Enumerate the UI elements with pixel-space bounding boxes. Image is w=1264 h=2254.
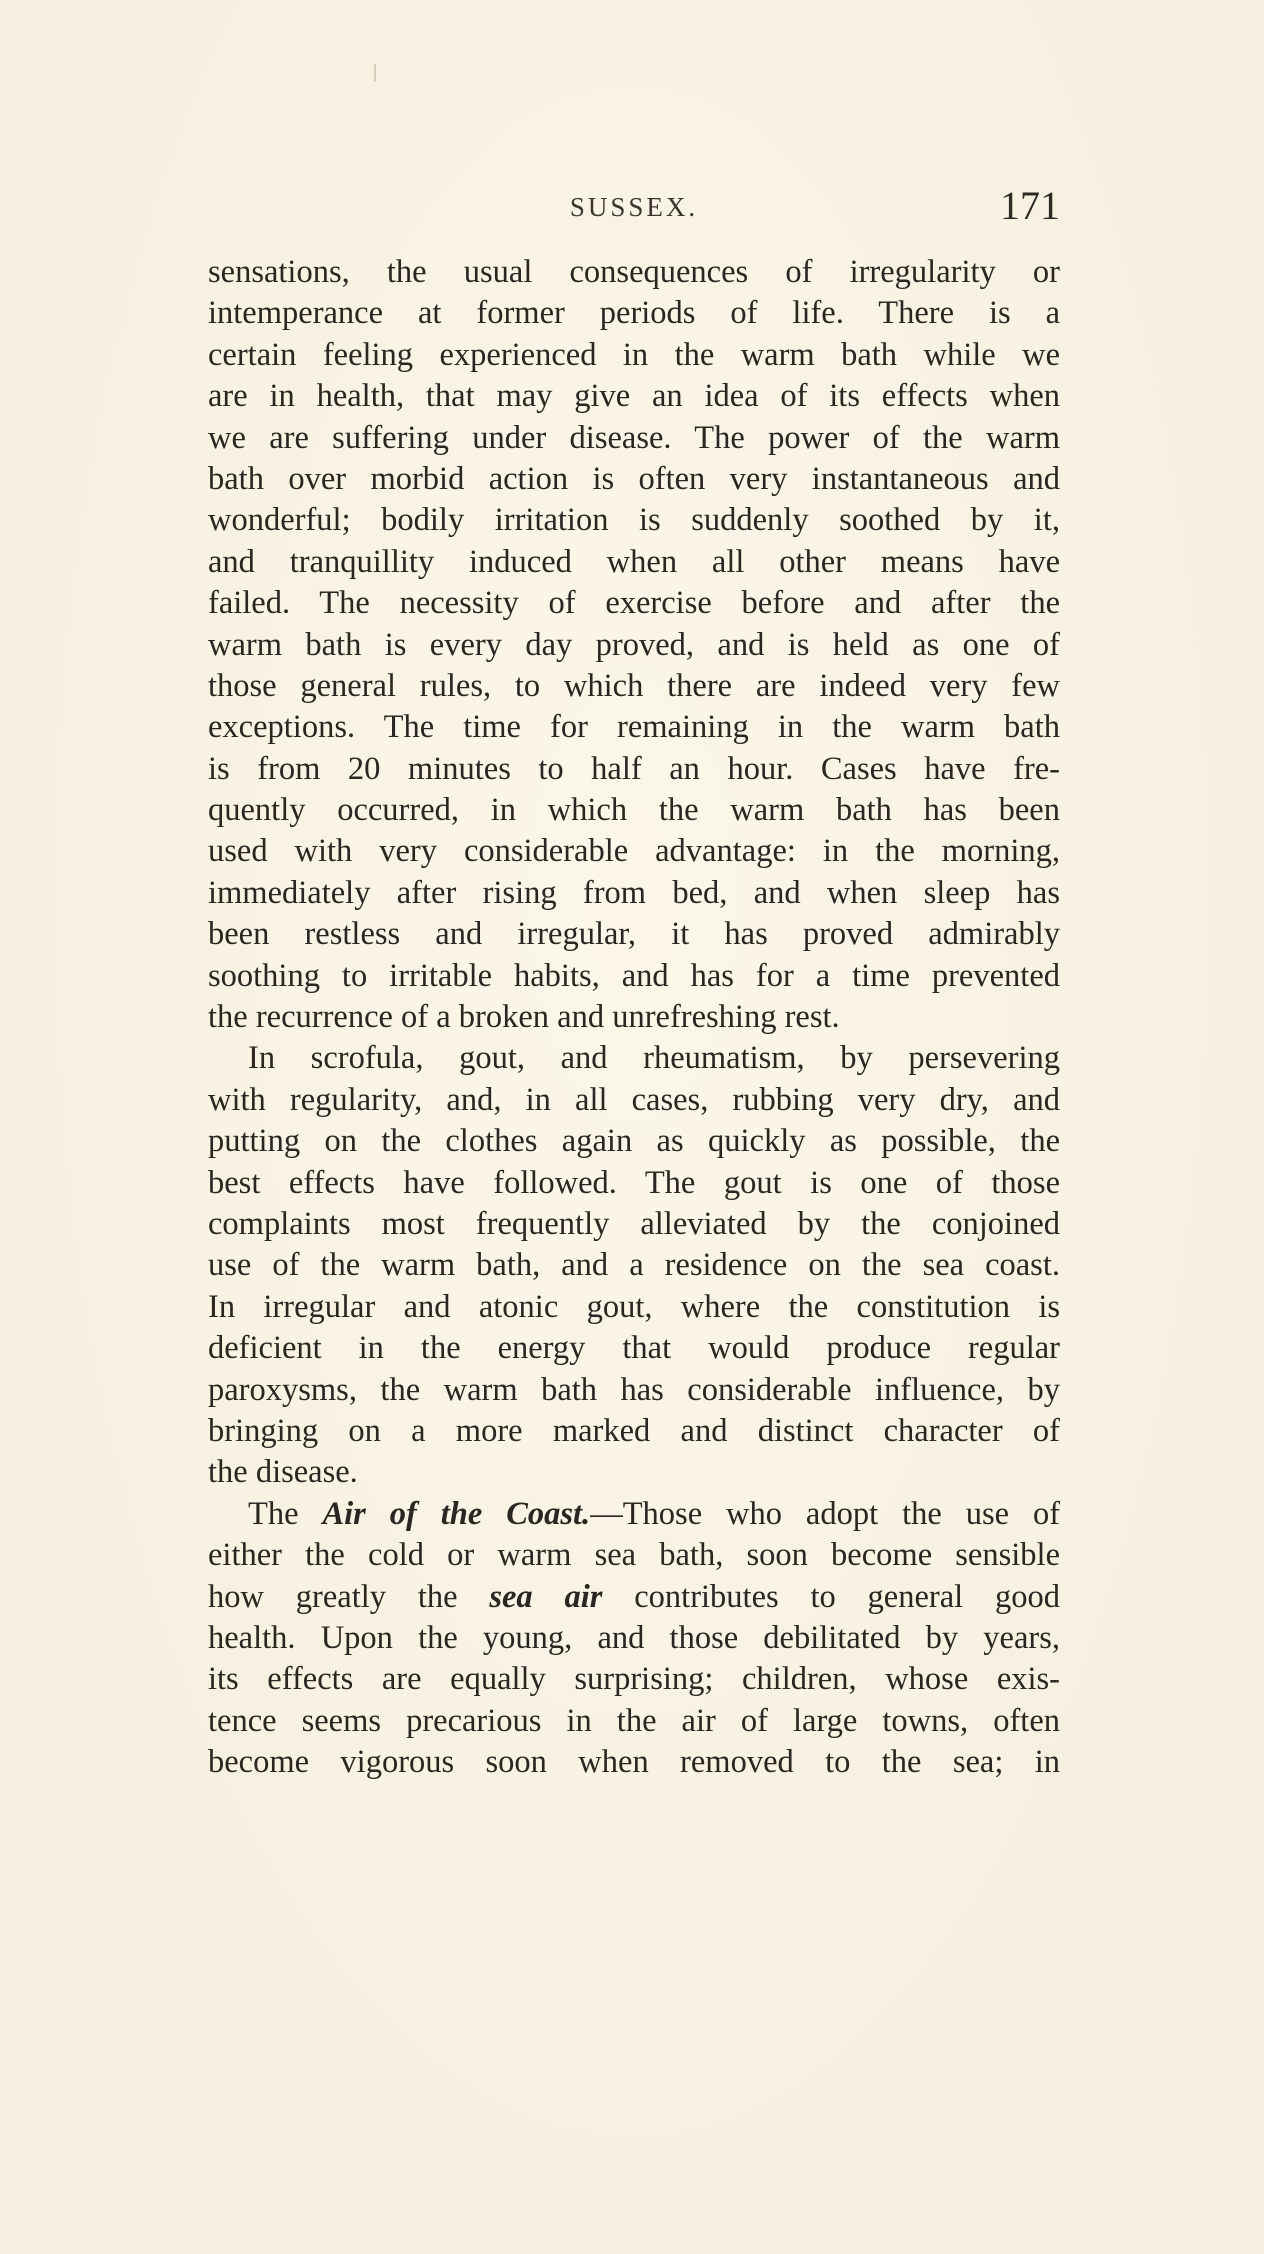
text-line: bath over morbid action is often very instantaneous and: [208, 460, 1060, 497]
text-line: and tranquillity induced when all other means have: [208, 543, 1060, 580]
paper-blemish: [374, 64, 376, 82]
running-head: SUSSEX.: [569, 192, 699, 222]
text-line: immediately after rising from bed, and when sleep has: [208, 874, 1060, 911]
text-line: health. Upon the young, and those debilitated by years,: [208, 1619, 1060, 1656]
text-line: we are suffering under disease. The power of the warm: [208, 419, 1060, 456]
text-line: soothing to irritable habits, and has for a time prevented: [208, 957, 1060, 994]
text-line: intemperance at former periods of life. There is a: [208, 295, 1060, 332]
text-line-content: In scrofula, gout, and rheumatism, by persevering: [248, 1040, 1060, 1077]
text-line: those general rules, to which there are indeed very few: [208, 667, 1060, 704]
body-text: [208, 252, 1060, 1783]
text-line: sensations, the usual consequences of irregularity or: [208, 254, 1060, 290]
text-line: paroxysms, the warm bath has considerable influence, by: [208, 1371, 1060, 1408]
text-line: its effects are equally surprising; children, whose exis-: [208, 1661, 1060, 1698]
text-line-content: —Those who adopt the use of: [590, 1495, 1061, 1532]
section-italic-title: Air of the Coast.: [322, 1495, 591, 1532]
italic-phrase: sea air: [489, 1578, 603, 1615]
text-line: wonderful; bodily irritation is suddenly soothed by it,: [208, 502, 1060, 539]
text-line: been restless and irregular, it has proved admirably: [208, 916, 1060, 953]
text-line: the disease.: [208, 1454, 358, 1491]
section-lead-word: The: [248, 1495, 299, 1532]
text-line: complaints most frequently alleviated by the conjoined: [208, 1205, 1060, 1242]
text-line: certain feeling experienced in the warm bath while we: [208, 336, 1060, 373]
text-line: putting on the clothes again as quickly as possible, the: [208, 1123, 1060, 1160]
text-line: used with very considerable advantage: in the morning,: [208, 833, 1060, 870]
page-number: 171: [1000, 183, 1060, 228]
text-line: [208, 1577, 1060, 1618]
text-line: become vigorous soon when removed to the sea; in: [208, 1744, 1060, 1781]
text-line: quently occurred, in which the warm bath has been: [208, 792, 1060, 829]
text-line: In irregular and atonic gout, where the constitution is: [208, 1288, 1060, 1325]
text-line: [208, 1494, 1060, 1535]
text-line-content: how greatly the: [208, 1578, 458, 1615]
text-line: use of the warm bath, and a residence on the sea coast.: [208, 1247, 1060, 1284]
page-header: [208, 183, 1060, 238]
text-line: are in health, that may give an idea of its effects when: [208, 378, 1060, 415]
text-line: the recurrence of a broken and unrefreshing rest.: [208, 999, 840, 1036]
text-line: either the cold or warm sea bath, soon become sensible: [208, 1537, 1060, 1574]
text-line: best effects have followed. The gout is one of those: [208, 1164, 1060, 1201]
text-line: warm bath is every day proved, and is held as one of: [208, 626, 1060, 663]
text-line: failed. The necessity of exercise before and after the: [208, 585, 1060, 622]
text-line: deficient in the energy that would produce regular: [208, 1330, 1060, 1367]
text-line: bringing on a more marked and distinct character of: [208, 1412, 1060, 1449]
text-line: is from 20 minutes to half an hour. Cases have fre-: [208, 750, 1060, 787]
text-line: exceptions. The time for remaining in the warm bath: [208, 709, 1060, 746]
text-line-content: contributes to general good: [634, 1578, 1060, 1615]
text-line: [208, 1038, 1060, 1079]
text-line: tence seems precarious in the air of large towns, often: [208, 1702, 1060, 1739]
text-line: with regularity, and, in all cases, rubbing very dry, and: [208, 1081, 1060, 1118]
